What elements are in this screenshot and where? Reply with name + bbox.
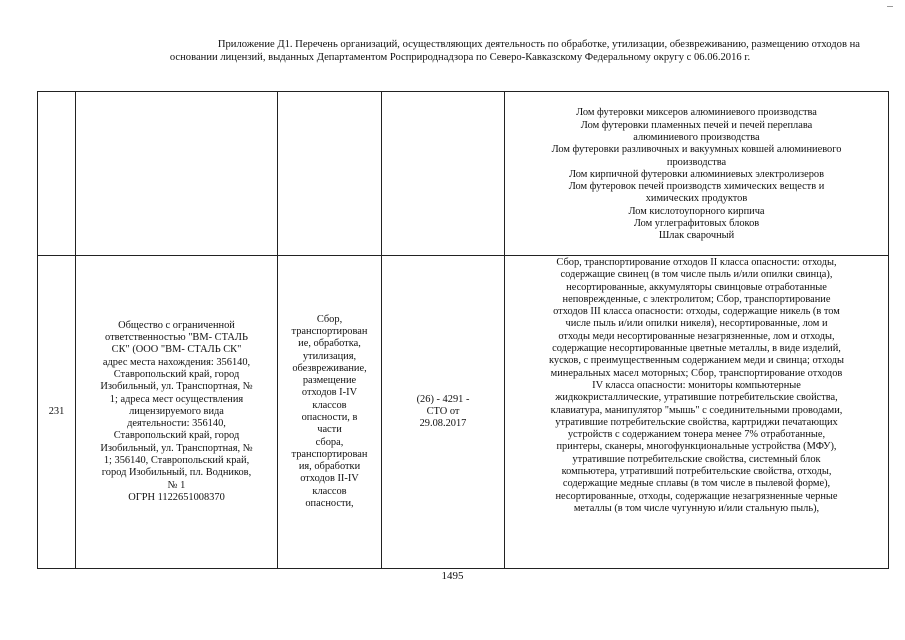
table-row bbox=[38, 92, 889, 256]
page-number: 1495 bbox=[441, 570, 464, 582]
waste-line: Шлак сварочный bbox=[658, 230, 735, 242]
waste-line: содержащие медные сплавы (в том числе в пылевой форме), bbox=[562, 478, 831, 490]
organization-line: Ставропольский край, город bbox=[113, 368, 240, 380]
waste-line: устройств с содержанием тонера менее 7% отработанные, bbox=[567, 429, 826, 441]
organization-line: СК" (ООО "ВМ- СТАЛЬ СК" bbox=[111, 344, 242, 356]
activity-cell bbox=[278, 92, 382, 256]
organization-line: № 1 bbox=[167, 479, 186, 491]
waste-line: содержащие несортированные цветные металлы, в виде изделий, bbox=[552, 343, 841, 355]
organization-line: ответственностью "ВМ- СТАЛЬ bbox=[105, 332, 248, 344]
activity-line: отходов II-IV bbox=[300, 473, 359, 485]
waste-line: утратившие потребительские свойства, системный блок bbox=[572, 453, 821, 465]
waste-line: несортированные, аккумуляторы свинцовые отработанные bbox=[566, 281, 827, 293]
waste-line: жидкокристаллические, утратившие потребительские свойства, bbox=[555, 392, 838, 404]
waste-line: Лом футеровки миксеров алюминиевого производства bbox=[576, 107, 817, 119]
waste-line: производства bbox=[666, 156, 727, 168]
waste-list-cell bbox=[505, 92, 889, 256]
organization-line: Общество с ограниченной bbox=[118, 319, 235, 331]
waste-line: алюминиевого производства bbox=[633, 131, 760, 143]
license-line: СТО от bbox=[426, 405, 460, 417]
organization-cell bbox=[76, 256, 278, 569]
activity-line: отходов I-IV bbox=[301, 387, 358, 399]
organization-line: 1; 356140, Ставропольский край, bbox=[103, 455, 250, 467]
activity-line: классов bbox=[312, 485, 347, 497]
row-number-cell bbox=[38, 92, 76, 256]
header-line-2: основании лицензий, выданных Департаментом Росприроднадзора по Северо-Кавказскому Федеральному округу с 06.06.2016 г. bbox=[169, 52, 751, 63]
header-line-1: Приложение Д1. Перечень организаций, осуществляющих деятельность по обработке, утилизации, обезвреживанию, размещению отходов на bbox=[217, 39, 860, 50]
organization-line: город Изобильный, пл. Водников, bbox=[101, 467, 252, 479]
organization-line: Изобильный, ул. Транспортная, № bbox=[100, 442, 253, 454]
activity-line: транспортирован bbox=[291, 325, 368, 337]
organization-line: 1; адреса мест осуществления bbox=[109, 393, 244, 405]
waste-line: кусков, с преимущественным содержанием меди и свинца; отходы bbox=[549, 355, 844, 367]
ogrn-line: ОГРН 1122651008370 bbox=[128, 491, 225, 503]
scan-artifact bbox=[887, 6, 893, 7]
waste-line: отходы меди несортированные незагрязненные, лом и отходы, bbox=[558, 330, 835, 342]
license-line: (26) - 4291 - bbox=[416, 393, 470, 405]
waste-line: Лом футеровки пламенных печей и печей переплава bbox=[580, 119, 813, 131]
waste-line: Лом футеровок печей производств химических веществ и bbox=[568, 181, 825, 193]
organization-line: деятельности: 356140, bbox=[127, 418, 226, 430]
waste-line: утратившие потребительские свойства, картриджи печатающих bbox=[555, 416, 838, 428]
row-number-cell: 231 bbox=[38, 256, 76, 569]
activity-line: опасности, в bbox=[301, 412, 358, 423]
activity-line: опасности, bbox=[305, 498, 354, 510]
organization-line: Ставропольский край, город bbox=[113, 430, 240, 442]
table-row bbox=[38, 256, 889, 569]
organization-line: адрес места нахождения: 356140, bbox=[102, 356, 251, 368]
waste-line: минеральных масел моторных; Сбор, транспортирование отходов bbox=[550, 367, 843, 379]
waste-line: Лом кирпичной футеровки алюминиевых электролизеров bbox=[568, 168, 825, 180]
activity-line: классов bbox=[312, 399, 347, 411]
waste-line: неповрежденные, с электролитом; Сбор, транспортирование bbox=[562, 293, 831, 305]
activity-line: обезвреживание, bbox=[292, 362, 367, 374]
license-cell bbox=[382, 92, 505, 256]
activity-line: ия, обработки bbox=[298, 461, 361, 473]
waste-line: компьютера, утративший потребительские свойства, отходы, bbox=[561, 466, 832, 478]
waste-line: металлы (в том числе чугунную и/или стальную пыль), bbox=[573, 502, 820, 514]
waste-line: IV класса опасности: мониторы компьютерные bbox=[592, 379, 801, 391]
activity-line: транспортирован bbox=[291, 448, 368, 460]
waste-line: принтеры, сканеры, многофункциональные устройства (МФУ), bbox=[556, 441, 837, 453]
waste-line: Лом кислотоупорного кирпича bbox=[628, 205, 765, 217]
waste-line: числе пыль и/или опилки никеля), несортированные, лом и bbox=[565, 318, 828, 330]
organization-cell bbox=[76, 92, 278, 256]
organization-line: Изобильный, ул. Транспортная, № bbox=[100, 381, 253, 393]
waste-list-cell bbox=[505, 256, 889, 569]
activity-line: Сбор, bbox=[316, 313, 343, 325]
activity-line: части bbox=[317, 424, 342, 436]
license-cell bbox=[382, 256, 505, 569]
activity-cell bbox=[278, 256, 382, 569]
waste-line: отходов III класса опасности: отходы, содержащие никель (в том bbox=[553, 306, 840, 318]
activity-line: размещение bbox=[302, 375, 357, 387]
document-header bbox=[60, 38, 860, 64]
activity-line: сбора, bbox=[315, 436, 344, 448]
organizations-table bbox=[37, 91, 889, 569]
waste-line: Лом футеровки разливочных и вакуумных ковшей алюминиевого bbox=[551, 144, 842, 156]
waste-line: клавиатура, манипулятор "мышь" с соединительными проводами, bbox=[550, 404, 843, 416]
activity-line: утилизация, bbox=[302, 350, 357, 362]
waste-line: содержащие свинец (в том числе пыль и/или опилки свинца), bbox=[560, 269, 833, 281]
waste-line: Сбор, транспортирование отходов II класса опасности: отходы, bbox=[556, 257, 837, 268]
organization-line: лицензируемого вида bbox=[129, 405, 224, 417]
license-line: 29.08.2017 bbox=[419, 418, 467, 430]
waste-line: химических продуктов bbox=[645, 193, 748, 205]
waste-line: Лом углеграфитовых блоков bbox=[633, 218, 760, 230]
activity-line: ие, обработка, bbox=[298, 338, 361, 350]
waste-line: несортированные, отходы, содержащие незагрязненные черные bbox=[555, 490, 838, 502]
